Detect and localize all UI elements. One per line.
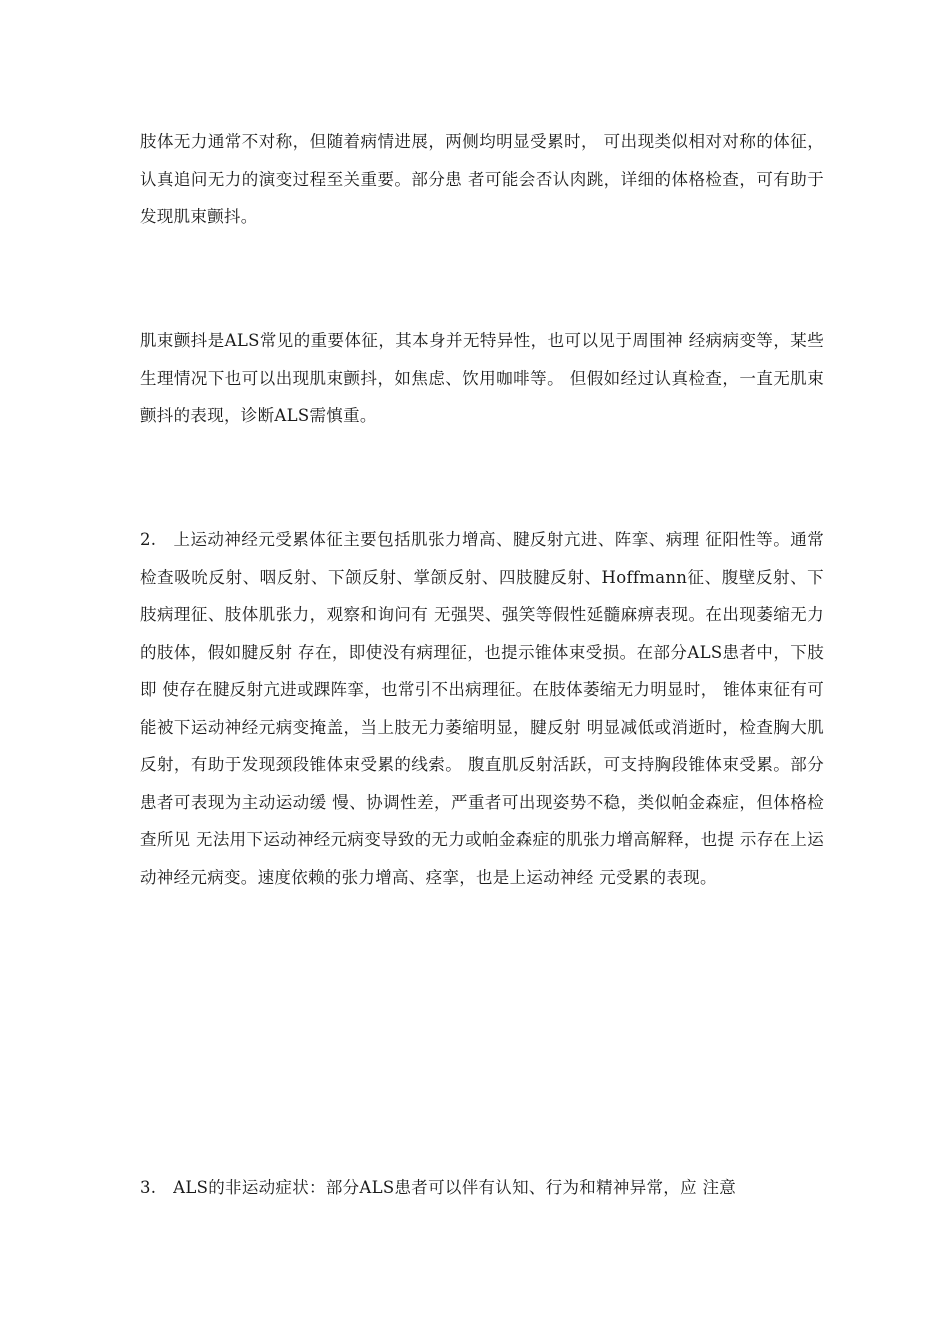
paragraph-non-motor-symptoms: 3. ALS的非运动症状：部分ALS患者可以伴有认知、行为和精神异常，应 注意 (140, 1178, 737, 1197)
paragraph-fasciculation: 肌束颤抖是ALS常见的重要体征，其本身并无特异性，也可以见于周围神 经病病变等，某些生理情况下也可以出现肌束颤抖，如焦虑、饮用咖啡等。 但假如经过认真检查，一直无肌束颤抖的表现，诊断ALS需慎重。 (140, 331, 824, 425)
paragraph-asymmetric-weakness: 肢体无力通常不对称，但随着病情进展，两侧均明显受累时， 可出现类似相对对称的体征，认真追问无力的演变过程至关重要。部分患 者可能会否认肉跳，详细的体格检查，可有助于发现肌束颤抖。 (140, 132, 824, 226)
paragraph-upper-motor-neuron-signs: 2. 上运动神经元受累体征主要包括肌张力增高、腱反射亢进、阵挛、病理 征阳性等。通常检查吸吮反射、咽反射、下颌反射、掌颌反射、四肢腱反射、Hoffmann征、腹壁反射、下肢病理征、肢体肌张力，观察和询问有 无强哭、强笑等假性延髓麻痹表现。在出现萎缩无力的肢体，假如腱反射 存在，即使没有病理征，也提示锥体束受损。在部分ALS患者中，下肢即 使存在腱反射亢进或踝阵挛，也常引不出病理征。在肢体萎缩无力明显时， 锥体束征有可能被下运动神经元病变掩盖，当上肢无力萎缩明显，腱反射 明显减低或消逝时，检查胸大肌反射，有助于发现颈段锥体束受累的线索。 腹直肌反射活跃，可支持胸段锥体束受累。部分患者可表现为主动运动缓 慢、协调性差，严重者可出现姿势不稳，类似帕金森症，但体格检查所见 无法用下运动神经元病变导致的无力或帕金森症的肌张力增高解释，也提 示存在上运动神经元病变。速度依赖的张力增高、痉挛，也是上运动神经 元受累的表现。 (140, 530, 824, 887)
